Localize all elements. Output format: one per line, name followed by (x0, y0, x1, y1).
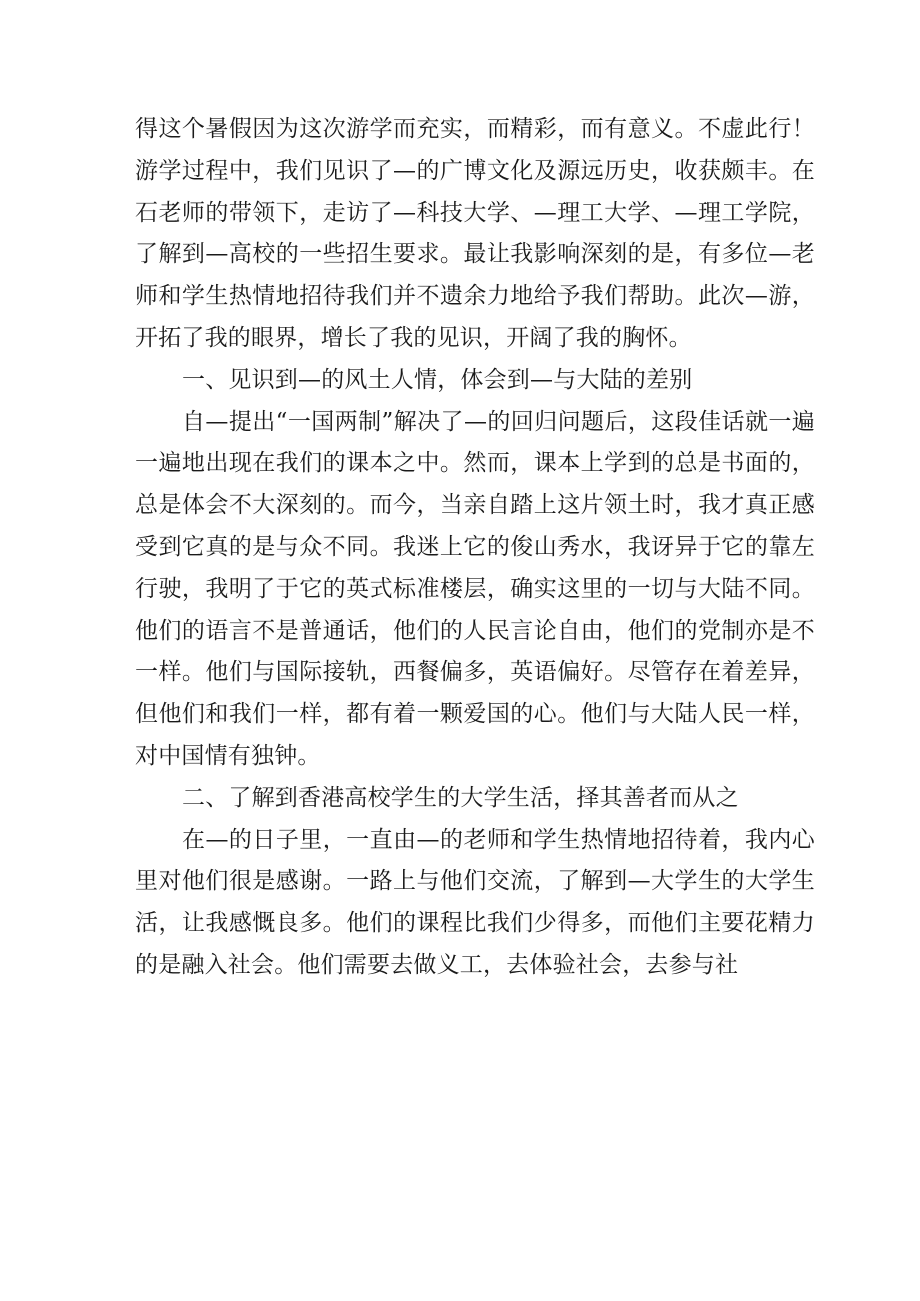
section-heading-1: 一、见识到—的风土人情，体会到—与大陆的差别 (182, 366, 693, 393)
body-paragraph-2: 自—提出“一国两制”解决了—的回归问题后，这段佳话就一遍一遍地出现在我们的课本之中。然而，课本上学到的总是书面的，总是体会不大深刻的。而今，当亲自踏上这片领土时，我才真正感受到它真的是与众不同。我迷上它的俊山秀水，我讶异于它的靠左行驶，我明了于它的英式标准楼层，确实这里的一切与大陆不同。他们的语言不是普通话，他们的人民言论自由，他们的党制亦是不一样。他们与国际接轨，西餐偏多，英语偏好。尽管存在着差异，但他们和我们一样，都有着一颗爱国的心。他们与大陆人民一样，对中国情有独钟。 (135, 408, 815, 769)
document-body (135, 109, 815, 987)
body-paragraph-3: 在—的日子里，一直由—的老师和学生热情地招待着，我内心里对他们很是感谢。一路上与他们交流，了解到—大学生的大学生活，让我感慨良多。他们的课程比我们少得多，而他们主要花精力的是融入社会。他们需要去做义工，去体验社会，去参与社 (135, 826, 815, 978)
body-paragraph-1: 得这个暑假因为这次游学而充实，而精彩，而有意义。不虚此行！游学过程中，我们见识了—的广博文化及源远历史，收获颇丰。在石老师的带领下，走访了—科技大学、—理工大学、—理工学院，了解到—高校的一些招生要求。最让我影响深刻的是，有多位—老师和学生热情地招待我们并不遗余力地给予我们帮助。此次—游，开拓了我的眼界，增长了我的见识，开阔了我的胸怀。 (135, 116, 815, 351)
section-heading-2: 二、了解到香港高校学生的大学生活，择其善者而从之 (182, 784, 739, 811)
